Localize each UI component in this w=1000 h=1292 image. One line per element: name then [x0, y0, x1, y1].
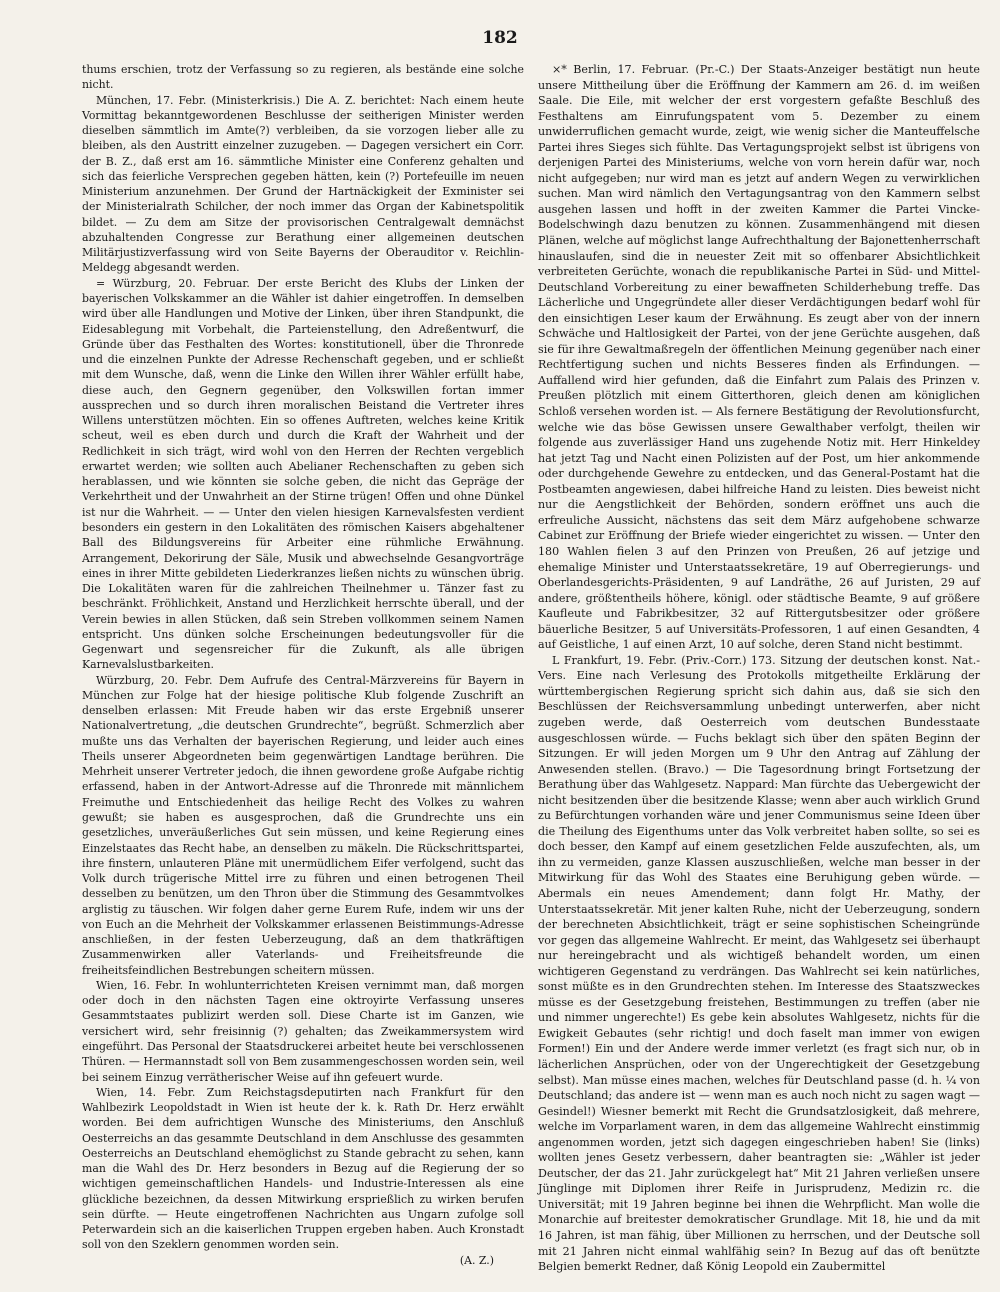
article-paragraph: = Würzburg, 20. Februar. Der erste Bericht des Klubs der Linken der bayerischen Volkskammer an die Wähler ist dahier eingetroffen. In demselben wird über alle Handlungen und Motive der Linken, über ihren Standpunkt, die Eidesablegung mit Vorbehalt, die Parteienstellung, den Adreßentwurf, die Gründe über das Festhalten des Wortes: konstitutionell, über die Thronrede und die einzelnen Punkte der Adresse Rechenschaft gegeben, und er schließt mit dem Wunsche, daß, wenn die Linke den Willen ihrer Wähler erfüllt habe, diese auch, den Gegnern gegenüber, den Volkswillen fortan immer aussprechen und so durch ihren moralischen Beistand die Vertreter ihres Willens unterstützen möchten. Ein so offenes Auftreten, welches keine Kritik scheut, weil es eben durch und durch die Kraft der Wahrheit und der Redlichkeit in sich trägt, wird wohl von den Herren der Rechten vergeblich erwartet werden; wie sollten auch Abelianer Rechenschaften zu geben sich herablassen, und wie könnten sie solche geben, die nicht das Gepräge der Verkehrtheit und der Unwahrheit an der Stirne trügen! Offen und ohne Dünkel ist nur die Wahrheit. — — Unter den vielen hiesigen Karnevalsfesten verdient besonders ein gestern in den Lokalitäten des römischen Kaisers abgehaltener Ball des Bildungsvereins für Arbeiter eine rühmliche Erwähnung. Arrangement, Dekorirung der Säle, Musik und abwechselnde Gesangvorträge eines in ihrer Mitte gebildeten Liederkranzes ließen nichts zu wünschen übrig. Die Lokalitäten waren für die zahlreichen Theilnehmer u. Tänzer fast zu beschränkt. Fröhlichkeit, Anstand und Herzlichkeit herrschte überall, und der Verein bewies in allen Stücken, daß sein Streben vollkommen seinem Namen entspricht. Uns dünken solche Erscheinungen bedeutungsvoller für die Gegenwart und segensreicher für die Zukunft, als alle übrigen Karnevalslustbarkeiten. — [82, 276, 524, 672]
article-paragraph: Wien, 14. Febr. Zum Reichstagsdeputirten nach Frankfurt für den Wahlbezirk Leopoldstadt in Wien ist heute der k. k. Rath Dr. Herz erwählt worden. Bei dem aufrichtigen Wunsche des Ministeriums, den Anschluß Oesterreichs an das gesammte Deutschland in dem Anschlusse des gesammten Oesterreichs an Deutschland ehemöglichst zu Stande gebracht zu sehen, kann man die Wahl des Dr. Herz besonders in Bezug auf die Regierung der so wichtigen gemeinschaftlichen Handels- und Industrie-Interessen als eine glückliche bezeichnen, da dessen Mitwirkung ersprießlich zu wirken berufen sein dürfte. — Heute eingetroffenen Nachrichten aus Ungarn zufolge soll Peterwardein sich an die kaiserlichen Truppen ergeben haben. Auch Kronstadt soll von den Szeklern genommen worden sein. — [82, 1085, 524, 1252]
article-paragraph: thums erschien, trotz der Verfassung so zu regieren, als bestände eine solche nicht. — [82, 63, 524, 92]
left-column — [82, 62, 524, 1268]
article-paragraph: ×* Berlin, 17. Februar. (Pr.-C.) Der Staats-Anzeiger bestätigt nun heute unsere Mittheilung über die Eröffnung der Kammern am 26. d. im weißen Saale. Die Eile, mit welcher der erst vorgestern gefaßte Beschluß des Festhaltens am Einrufungspatent vom 5. Dezember zu einem unwiderruflichen gemacht wurde, zeigt, wie wenig sicher die Manteuffelsche Partei ihres Sieges sich fühlte. Das Vertagungsprojekt selbst ist übrigens von derjenigen Partei des Ministeriums, welche von vorn herein dafür war, noch nicht aufgegeben; nur wird man es jetzt auf andern Wegen zu verwirklichen suchen. Man wird nämlich den Vertagungsantrag von den Kammern selbst ausgehen lassen und hofft in der zweiten Kammer die Partei Vincke-Bodelschwingh dazu benutzen zu können. Zusammenhängend mit diesen Plänen, welche auf möglichst lange Aufrechthaltung der Bajonettenherrschaft hinauslaufen, sind die in neuester Zeit mit so offenbarer Absichtlichkeit verbreiteten Gerüchte, wonach die republikanische Partei in Süd- und Mittel-Deutschland Vorbereitung zu einer bewaffneten Schilderhebung treffe. Das Lächerliche und Ungegründete aller dieser Verdächtigungen bedarf wohl für den einsichtigen Leser kaum der Erwähnung. Es zeugt aber von der innern Schwäche und Haltlosigkeit der Partei, von der jene Gerüchte ausgehen, daß sie für ihre Gewaltmaßregeln der öffentlichen Meinung gegenüber nach einer Rechtfertigung suchen und nichts Besseres finden als Erfindungen. — Auffallend wird hier gefunden, daß die Einfahrt zum Palais des Prinzen v. Preußen plötzlich mit einem Gitterthoren, gleich denen am königlichen Schloß versehen worden ist. — Als fernere Bestätigung der Revolutionsfurcht, welche wie das böse Gewissen unsere Gewalthaber verfolgt, theilen wir folgende aus zuverlässiger Hand uns zugehende Notiz mit. Herr Hinkeldey hat jetzt Tag und Nacht einen Polizisten auf der Post, um hier ankommende oder durchgehende Gewehre zu entdecken, und das General-Postamt hat die Postbeamten angewiesen, dabei hilfreiche Hand zu leisten. Dies beweist nicht nur die Aengstlichkeit der Behörden, sondern eröffnet uns auch die erfreuliche Aussicht, nächstens das seit dem März aufgehobene schwarze Cabinet zur Eröffnung der Briefe wieder eingerichtet zu wissen. — Unter den 180 Wahlen fielen 3 auf den Prinzen von Preußen, 26 auf jetzige und ehemalige Minister und Unterstaatssekretäre, 19 auf Oberregierungs- und Oberlandesgerichts-Präsidenten, 9 auf Landräthe, 26 auf Juristen, 29 auf andere, größtentheils höhere, königl. oder städtische Beamte, 9 auf größere Kaufleute und Fabrikbesitzer, 32 auf Rittergutsbesitzer oder größere bäuerliche Besitzer, 5 auf Universitäts-Professoren, 1 auf einen Gesandten, 4 auf Geistliche, 1 auf einen Arzt, 10 auf solche, deren Stand nicht bestimmt. — [538, 63, 980, 652]
article-paragraph: Würzburg, 20. Febr. Dem Aufrufe des Central-Märzvereins für Bayern in München zur Folge hat der hiesige politische Klub folgende Zuschrift an denselben erlassen: Mit Freude haben wir das erste Ergebniß unserer Nationalvertretung, „die deutschen Grundrechte“, begrüßt. Schmerzlich aber mußte uns das Verhalten der bayerischen Regierung, und leider auch eines Theils unserer Abgeordneten beim gegenwärtigen Landtage berühren. Die Mehrheit unserer Vertreter jedoch, die ihnen gewordene große Aufgabe richtig erfassend, haben in der Antwort-Adresse auf die Thronrede mit männlichem Freimuthe und Entschiedenheit das heilige Recht des Volkes zu wahren gewußt; sie haben es ausgesprochen, daß die Grundrechte uns ein gesetzliches, unveräußerliches Gut sein müssen, und keine Regierung eines Einzelstaates das Recht habe, an denselben zu mäkeln. Die Rückschrittspartei, ihre finstern, unlauteren Pläne mit unermüdlichem Eifer verfolgend, sucht das Volk durch trügerische Mittel irre zu führen und einen betrogenen Theil desselben zu benützen, um den Thron über die Stimmung des Gesammtvolkes arglistig zu täuschen. Wir folgen daher gerne Eurem Rufe, indem wir uns der von Euch an die Mehrheit der Volkskammer erlassenen Beistimmungs-Adresse anschließen, in der festen Ueberzeugung, daß an dem thatkräftigen Zusammenwirken aller Vaterlands- und Freiheitsfreunde die freiheitsfeindlichen Bestrebungen scheitern müssen. — [82, 673, 524, 977]
page-number: 182 — [482, 28, 518, 48]
article-paragraph: Wien, 16. Febr. In wohlunterrichteten Kreisen vernimmt man, daß morgen oder doch in den nächsten Tagen eine oktroyirte Verfassung unseres Gesammtstaates publizirt werden soll. Diese Charte ist im Ganzen, wie versichert wird, sehr freisinnig (?) gehalten; das Zweikammersystem wird eingeführt. Das Personal der Staatsdruckerei arbeitet heute bei verschlossenen Thüren. — Hermannstadt soll von Bem zusammengeschossen worden sein, weil bei seinem Einzug verrätherischer Weise auf ihn gefeuert wurde. — [82, 978, 524, 1084]
article-paragraph: L Frankfurt, 19. Febr. (Priv.-Corr.) 173. Sitzung der deutschen konst. Nat.-Vers. Eine nach Verlesung des Protokolls mitgetheilte Erklärung der württembergischen Regierung spricht sich dahin aus, daß sie sich den Beschlüssen der Reichsversammlung unbedingt unterwerfen, aber nicht zugeben werde, daß Oesterreich vom deutschen Bundesstaate ausgeschlossen würde. — Fuchs beklagt sich über den späten Beginn der Sitzungen. Er will jeden Morgen um 9 Uhr den Antrag auf Zählung der Anwesenden stellen. (Bravo.) — Die Tagesordnung bringt Fortsetzung der Berathung über das Wahlgesetz. Nappard: Man fürchte das Uebergewicht der nicht besitzenden über die besitzende Klasse; wenn aber auch wirklich Grund zu Befürchtungen vorhanden wäre und jener Communismus seine Ideen über die Theilung des Eigenthums unter das Volk verbreitet haben sollte, so sei es doch besser, den Kampf auf einem gesetzlichen Felde auszufechten, als, um ihn zu vermeiden, ganze Klassen auszuschließen, welche man besser in der Mitwirkung für das Wohl des Staates eine Beruhigung geben würde. — Abermals ein neues Amendement; dann folgt Hr. Mathy, der Unterstaatssekretär. Mit jener kalten Ruhe, nicht der Ueberzeugung, sondern der berechneten Absichtlichkeit, trägt er seine sophistischen Scheingründe vor gegen das allgemeine Wahlrecht. Er meint, das Wahlgesetz sei überhaupt nur hereingebracht und als wichtigeß behandelt worden, um einen wichtigeren Gegenstand zu verdrängen. Das Wahlrecht sei kein natürliches, sonst müßte es in den Grundrechten stehen. Im Interesse des Staatszweckes müsse es der Gesetzgebung freistehen, Bestimmungen zu treffen (aber nie und nimmer ungerechte!) Es gebe kein absolutes Wahlgesetz, nichts für die Ewigkeit Gebautes (sehr richtig! und doch faselt man immer von ewigen Formen!) Ein und der Andere werde immer verletzt (es fragt sich nur, ob in lächerlichen Ansprüchen, oder von der Ungerechtigkeit der Gesetzgebung selbst). Man müsse eines machen, welches für Deutschland passe (d. h. ¼ von Deutschland; das andere ist — wenn man es auch noch nicht zu sagen wagt — Gesindel!) Wiesner bemerkt mit Recht die Grundsatzlosigkeit, daß mehrere, welche im Vorparlament waren, in dem das allgemeine Wahlrecht einstimmig angenommen worden, jetzt sich dagegen eingeschrieben haben! Sie (links) wollten jenes Gesetz verbessern, daher beantragten sie: „Wähler ist jeder Deutscher, der das 21. Jahr zurückgelegt hat“ Mit 21 Jahren verließen unsere Jünglinge mit Diplomen ihrer Reife in Jurisprudenz, Medizin rc. die Universität; mit 19 Jahren beginne bei ihnen die Wehrpflicht. Man wolle die Monarchie auf breitester demokratischer Grundlage. Mit 18, hie und da mit 16 Jahren, ist man fähig, über Millionen zu herrschen, und der Deutsche soll mit 21 Jahren nicht einmal wahlfähig sein? In Bezug auf das oft benützte Belgien bemerkt Redner, daß König Leopold ein Zaubermittel — [538, 653, 980, 1274]
right-column — [538, 62, 980, 1275]
source-signature: (A. Z.) — [459, 1253, 494, 1267]
article-paragraph: München, 17. Febr. (Ministerkrisis.) Die A. Z. berichtet: Nach einem heute Vormittag bekanntgewordenen Beschlusse der seitherigen Minister werden dieselben sämmtlich im Amte(?) verbleiben, da sie vorzogen lieber alle zu bleiben, als den Austritt einzelner zuzugeben. — Dagegen versichert ein Corr. der B. Z., daß erst am 16. sämmtliche Minister eine Conferenz gehalten und sich das feierliche Versprechen gegeben hätten, kein (?) Portefeuille im neuen Ministerium anzunehmen. Der Grund der Hartnäckigkeit der Exminister sei der Ministerialrath Schilcher, der noch immer das Organ der Kabinetspolitik bildet. — Zu dem am Sitze der provisorischen Centralgewalt demnächst abzuhaltenden Congresse zur Berathung einer allgemeinen deutschen Militärjustizverfassung wird von Seite Bayerns der Oberauditor v. Reichlin-Meldegg abgesandt werden. — [82, 93, 524, 275]
